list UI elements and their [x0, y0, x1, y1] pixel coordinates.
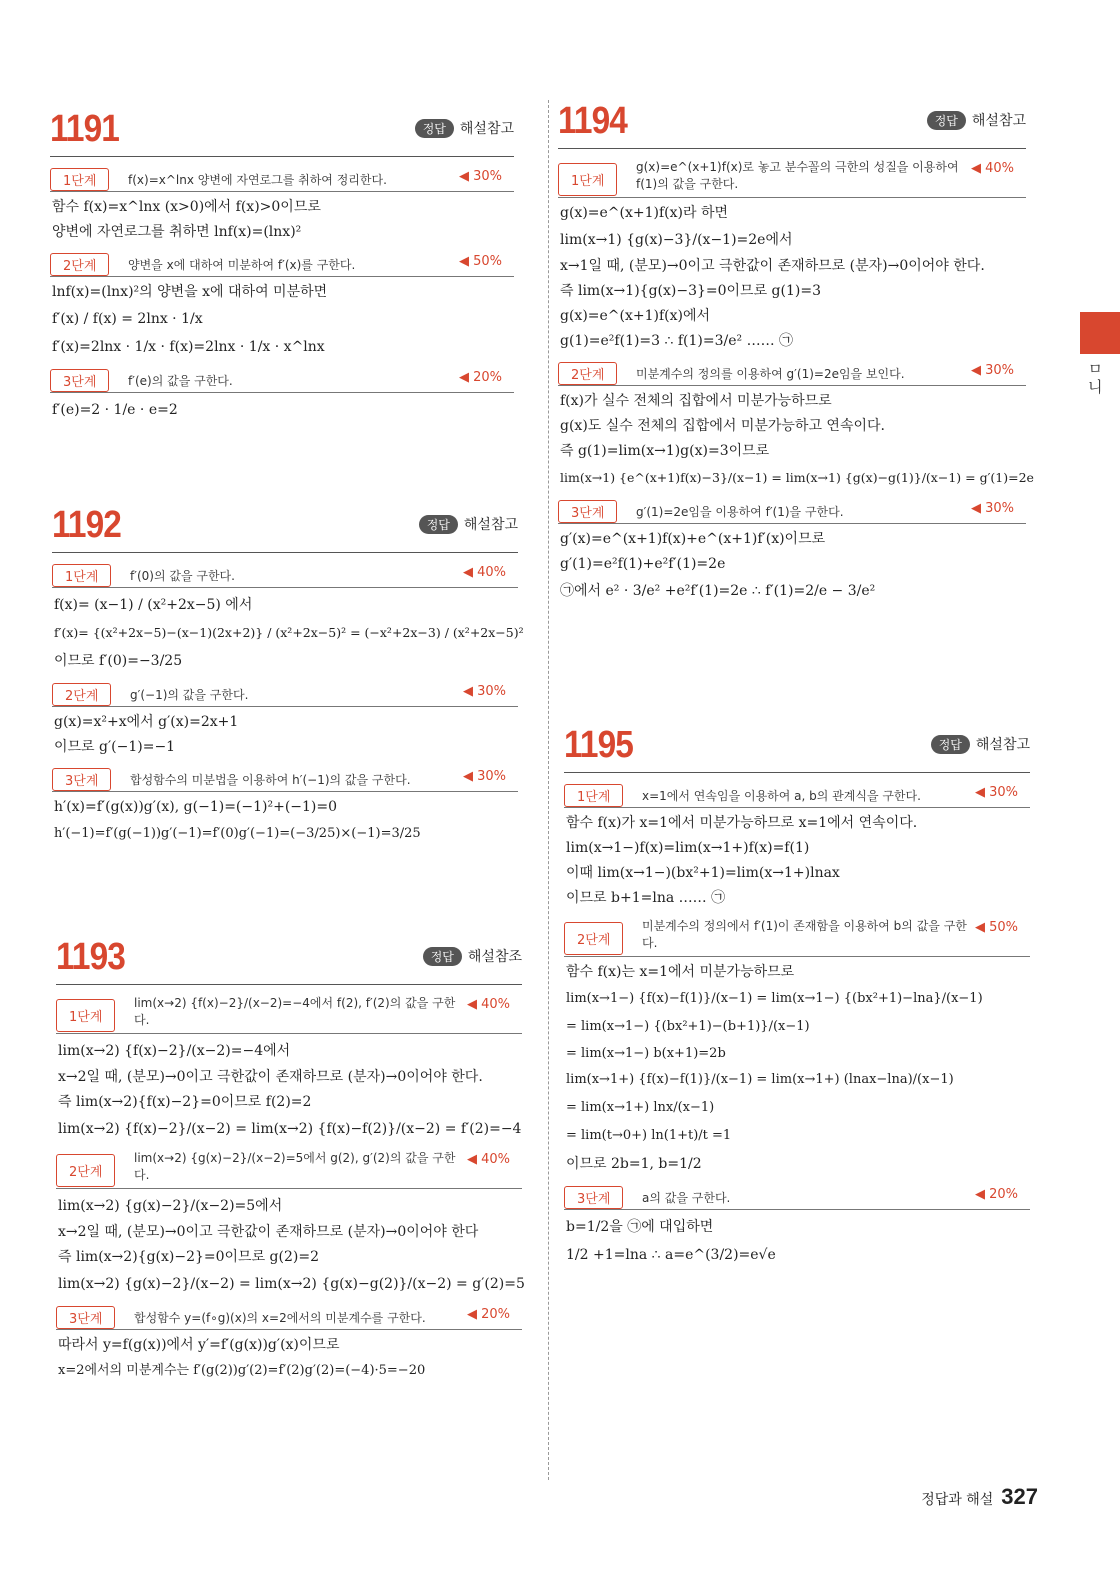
step-description: 합성함수 y=(f∘g)(x)의 x=2에서의 미분계수를 구한다. — [134, 1311, 426, 1325]
side-tab-marker — [1080, 312, 1120, 354]
solution-line: 즉 lim(x→1){g(x)−3}=0이므로 g(1)=3 — [560, 283, 821, 299]
step-description: 합성함수의 미분법을 이용하여 h′(−1)의 값을 구한다. — [130, 773, 411, 787]
solution-line: lim(x→1) {e^(x+1)f(x)−3}/(x−1) = lim(x→1) {g(x)−g(1)}/(x−1) = g′(1)=2e — [560, 470, 1034, 485]
step-label: 2단계 — [50, 253, 109, 276]
step-label: 3단계 — [56, 1306, 115, 1329]
solution-line: g(x)=e^(x+1)f(x)에서 — [560, 308, 711, 324]
step-label: 2단계 — [56, 1154, 115, 1187]
answer-indicator — [423, 946, 522, 966]
solution-line: lim(x→1−)f(x)=lim(x→1+)f(x)=f(1) — [566, 840, 810, 856]
problem-number: 1192 — [52, 504, 122, 546]
solution-line: f(x)= (x−1) / (x²+2x−5) 에서 — [54, 597, 253, 613]
solution-line: lim(x→1−) {f(x)−f(1)}/(x−1) = lim(x→1−) {(bx²+1)−lna}/(x−1) — [566, 991, 983, 1006]
step-header — [50, 366, 514, 393]
problem-1193 — [56, 936, 525, 1380]
step-header — [56, 993, 522, 1034]
step-description: f′(e)의 값을 구한다. — [128, 374, 233, 388]
solution-line: f′(x) / f(x) = 2lnx · 1/x — [52, 311, 203, 327]
solution-line: x→1일 때, (분모)→0이고 극한값이 존재하므로 (분자)→0이어야 한다. — [560, 258, 985, 274]
solution-line: g(x)=x²+x에서 g′(x)=2x+1 — [54, 714, 239, 730]
problem-number: 1195 — [564, 724, 634, 766]
step-header — [50, 250, 514, 277]
answer-indicator — [419, 514, 518, 534]
problem-number: 1191 — [50, 108, 120, 150]
step-description: g′(1)=2e임을 이용하여 f′(1)을 구한다. — [636, 505, 844, 519]
solution-line: = lim(x→1−) b(x+1)=2b — [566, 1046, 726, 1061]
problem-1191 — [50, 108, 514, 421]
step-percent: ◀ 20% — [466, 1307, 510, 1322]
step-description: g′(−1)의 값을 구한다. — [130, 688, 249, 702]
solution-line: b=1/2을 ㉠에 대입하면 — [566, 1219, 714, 1235]
step-percent: ◀ 40% — [970, 161, 1014, 176]
problem-header — [564, 724, 1030, 773]
step-header — [52, 561, 518, 588]
answer-indicator — [415, 118, 514, 138]
answer-text: 해설참고 — [975, 737, 1030, 753]
solution-line: g′(1)=e²f(1)+e²f′(1)=2e — [560, 556, 726, 572]
problem-number: 1194 — [558, 100, 628, 142]
solution-line: = lim(t→0+) ln(1+t)/t =1 — [566, 1128, 732, 1143]
solution-line: lim(x→2) {f(x)−2}/(x−2)=−4에서 — [58, 1043, 291, 1059]
step-label: 1단계 — [564, 784, 623, 807]
step-description: f′(0)의 값을 구한다. — [130, 569, 235, 583]
step-header — [558, 359, 1026, 386]
answer-text: 해설참고 — [971, 113, 1026, 129]
step-percent: ◀ 40% — [466, 997, 510, 1012]
solution-line: x→2일 때, (분모)→0이고 극한값이 존재하므로 (분자)→0이어야 한다 — [58, 1224, 479, 1240]
solution-line: 함수 f(x)=x^lnx (x>0)에서 f(x)>0이므로 — [52, 199, 321, 215]
step-header — [52, 765, 518, 792]
solution-line: 이때 lim(x→1−)(bx²+1)=lim(x→1+)lnax — [566, 865, 840, 881]
answer-text: 해설참고 — [459, 121, 514, 137]
solution-line: g′(x)=e^(x+1)f(x)+e^(x+1)f′(x)이므로 — [560, 531, 826, 547]
step-percent: ◀ 30% — [970, 501, 1014, 516]
solution-line: lim(x→2) {f(x)−2}/(x−2) = lim(x→2) {f(x)−f(2)}/(x−2) = f′(2)=−4 — [58, 1121, 522, 1137]
step-header — [56, 1148, 522, 1189]
solution-line: f′(x)=2lnx · 1/x · f(x)=2lnx · 1/x · x^lnx — [52, 339, 325, 355]
answer-text: 해설참고 — [463, 517, 518, 533]
step-percent: ◀ 40% — [462, 565, 506, 580]
answer-tag: 정답 — [415, 119, 454, 138]
solution-line: h′(x)=f′(g(x))g′(x), g(−1)=(−1)²+(−1)=0 — [54, 799, 338, 815]
step-header — [50, 165, 514, 192]
solution-line: 함수 f(x)가 x=1에서 미분가능하므로 x=1에서 연속이다. — [566, 815, 918, 831]
step-description: 양변을 x에 대하여 미분하여 f′(x)를 구한다. — [128, 258, 356, 272]
step-percent: ◀ 50% — [974, 920, 1018, 935]
solution-line: g(1)=e²f(1)=3 ∴ f(1)=3/e² …… ㉠ — [560, 333, 794, 349]
solution-line: lnf(x)=(lnx)²의 양변을 x에 대하여 미분하면 — [52, 284, 328, 300]
step-description: f(x)=x^lnx 양변에 자연로그를 취하여 정리한다. — [128, 173, 387, 187]
side-tab-text: ㅁ니 — [1088, 360, 1103, 396]
solution-line: 이므로 b+1=lna …… ㉠ — [566, 890, 726, 906]
footer-label: 정답과 해설 — [921, 1492, 994, 1508]
solution-line: f(x)가 실수 전체의 집합에서 미분가능하므로 — [560, 393, 832, 409]
step-description: lim(x→2) {f(x)−2}/(x−2)=−4에서 f(2), f′(2)의 값을 구한다. — [134, 996, 456, 1027]
step-description: 미분계수의 정의를 이용하여 g′(1)=2e임을 보인다. — [636, 367, 905, 381]
step-header — [564, 1183, 1030, 1210]
page-footer — [921, 1484, 1038, 1510]
problem-1195 — [564, 724, 1030, 1266]
problem-number: 1193 — [56, 936, 126, 978]
step-label: 3단계 — [558, 500, 617, 523]
step-description: g(x)=e^(x+1)f(x)로 놓고 분수꼴의 극한의 성질을 이용하여 f(1)의 값을 구한다. — [636, 160, 959, 191]
solution-line: 즉 lim(x→2){f(x)−2}=0이므로 f(2)=2 — [58, 1094, 312, 1110]
solution-line: = lim(x→1−) {(bx²+1)−(b+1)}/(x−1) — [566, 1019, 810, 1034]
solution-line: f′(e)=2 · 1/e · e=2 — [52, 402, 178, 418]
problem-header — [50, 108, 514, 157]
solution-line: g(x)=e^(x+1)f(x)라 하면 — [560, 205, 729, 221]
answer-text: 해설참조 — [467, 949, 522, 965]
solution-line: x→2일 때, (분모)→0이고 극한값이 존재하므로 (분자)→0이어야 한다. — [58, 1069, 483, 1085]
page-number: 327 — [1001, 1484, 1038, 1509]
step-label: 2단계 — [558, 362, 617, 385]
step-header — [564, 916, 1030, 957]
solution-line: 양변에 자연로그를 취하면 lnf(x)=(lnx)² — [52, 224, 302, 240]
solution-line: lim(x→1+) {f(x)−f(1)}/(x−1) = lim(x→1+) (lnax−lna)/(x−1) — [566, 1072, 954, 1087]
step-label: 1단계 — [56, 999, 115, 1032]
step-label: 1단계 — [52, 564, 111, 587]
step-label: 3단계 — [52, 768, 111, 791]
solution-line: 1/2 +1=lna ∴ a=e^(3/2)=e√e — [566, 1247, 776, 1263]
solution-line: g(x)도 실수 전체의 집합에서 미분가능하고 연속이다. — [560, 418, 885, 434]
step-header — [564, 781, 1030, 808]
step-header — [56, 1303, 522, 1330]
answer-tag: 정답 — [419, 515, 458, 534]
solution-line: 이므로 g′(−1)=−1 — [54, 739, 176, 755]
problem-1192 — [52, 504, 524, 845]
step-label: 1단계 — [558, 163, 617, 196]
step-description: 미분계수의 정의에서 f′(1)이 존재함을 이용하여 b의 값을 구한다. — [642, 919, 967, 950]
solution-line: h′(−1)=f′(g(−1))g′(−1)=f′(0)g′(−1)=(−3/25)×(−1)=3/25 — [54, 826, 421, 841]
answer-indicator — [927, 110, 1026, 130]
solution-line: ㉠에서 e² · 3/e² +e²f′(1)=2e ∴ f′(1)=2/e − 3/e² — [560, 583, 876, 599]
solution-line: lim(x→1) {g(x)−3}/(x−1)=2e에서 — [560, 232, 793, 248]
step-percent: ◀ 30% — [974, 785, 1018, 800]
solution-line: 이므로 2b=1, b=1/2 — [566, 1156, 702, 1172]
answer-tag: 정답 — [423, 947, 462, 966]
step-description: lim(x→2) {g(x)−2}/(x−2)=5에서 g(2), g′(2)의 값을 구한다. — [134, 1151, 456, 1182]
solution-line: = lim(x→1+) lnx/(x−1) — [566, 1100, 715, 1115]
solution-line: x=2에서의 미분계수는 f′(g(2))g′(2)=f′(2)g′(2)=(−4)·5=−20 — [58, 1363, 426, 1378]
step-label: 1단계 — [50, 168, 109, 191]
problem-header — [52, 504, 518, 553]
step-header — [558, 157, 1026, 198]
solution-line: 함수 f(x)는 x=1에서 미분가능하므로 — [566, 964, 795, 980]
step-percent: ◀ 30% — [462, 769, 506, 784]
solution-line: f′(x)= {(x²+2x−5)−(x−1)(2x+2)} / (x²+2x−5)² = (−x²+2x−3) / (x²+2x−5)² — [54, 625, 524, 640]
step-label: 2단계 — [564, 922, 623, 955]
solution-line: 따라서 y=f(g(x))에서 y′=f′(g(x))g′(x)이므로 — [58, 1337, 340, 1353]
solution-line: lim(x→2) {g(x)−2}/(x−2)=5에서 — [58, 1198, 283, 1214]
step-percent: ◀ 20% — [458, 370, 502, 385]
step-percent: ◀ 30% — [458, 169, 502, 184]
answer-tag: 정답 — [931, 735, 970, 754]
step-label: 3단계 — [564, 1186, 623, 1209]
step-header — [558, 497, 1026, 524]
step-percent: ◀ 40% — [466, 1152, 510, 1167]
step-percent: ◀ 30% — [462, 684, 506, 699]
solution-line: 이므로 f′(0)=−3/25 — [54, 653, 183, 669]
step-percent: ◀ 30% — [970, 363, 1014, 378]
step-header — [52, 680, 518, 707]
solution-line: lim(x→2) {g(x)−2}/(x−2) = lim(x→2) {g(x)−g(2)}/(x−2) = g′(2)=5 — [58, 1276, 525, 1292]
solution-line: 즉 g(1)=lim(x→1)g(x)=3이므로 — [560, 443, 770, 459]
step-description: x=1에서 연속임을 이용하여 a, b의 관계식을 구한다. — [642, 789, 921, 803]
solution-line: 즉 lim(x→2){g(x)−2}=0이므로 g(2)=2 — [58, 1249, 319, 1265]
answer-indicator — [931, 734, 1030, 754]
step-description: a의 값을 구한다. — [642, 1191, 731, 1205]
step-percent: ◀ 50% — [458, 254, 502, 269]
problem-header — [558, 100, 1026, 149]
column-divider — [548, 100, 549, 1480]
problem-header — [56, 936, 522, 985]
step-label: 3단계 — [50, 369, 109, 392]
step-label: 2단계 — [52, 683, 111, 706]
problem-1194 — [558, 100, 1034, 602]
answer-tag: 정답 — [927, 111, 966, 130]
step-percent: ◀ 20% — [974, 1187, 1018, 1202]
